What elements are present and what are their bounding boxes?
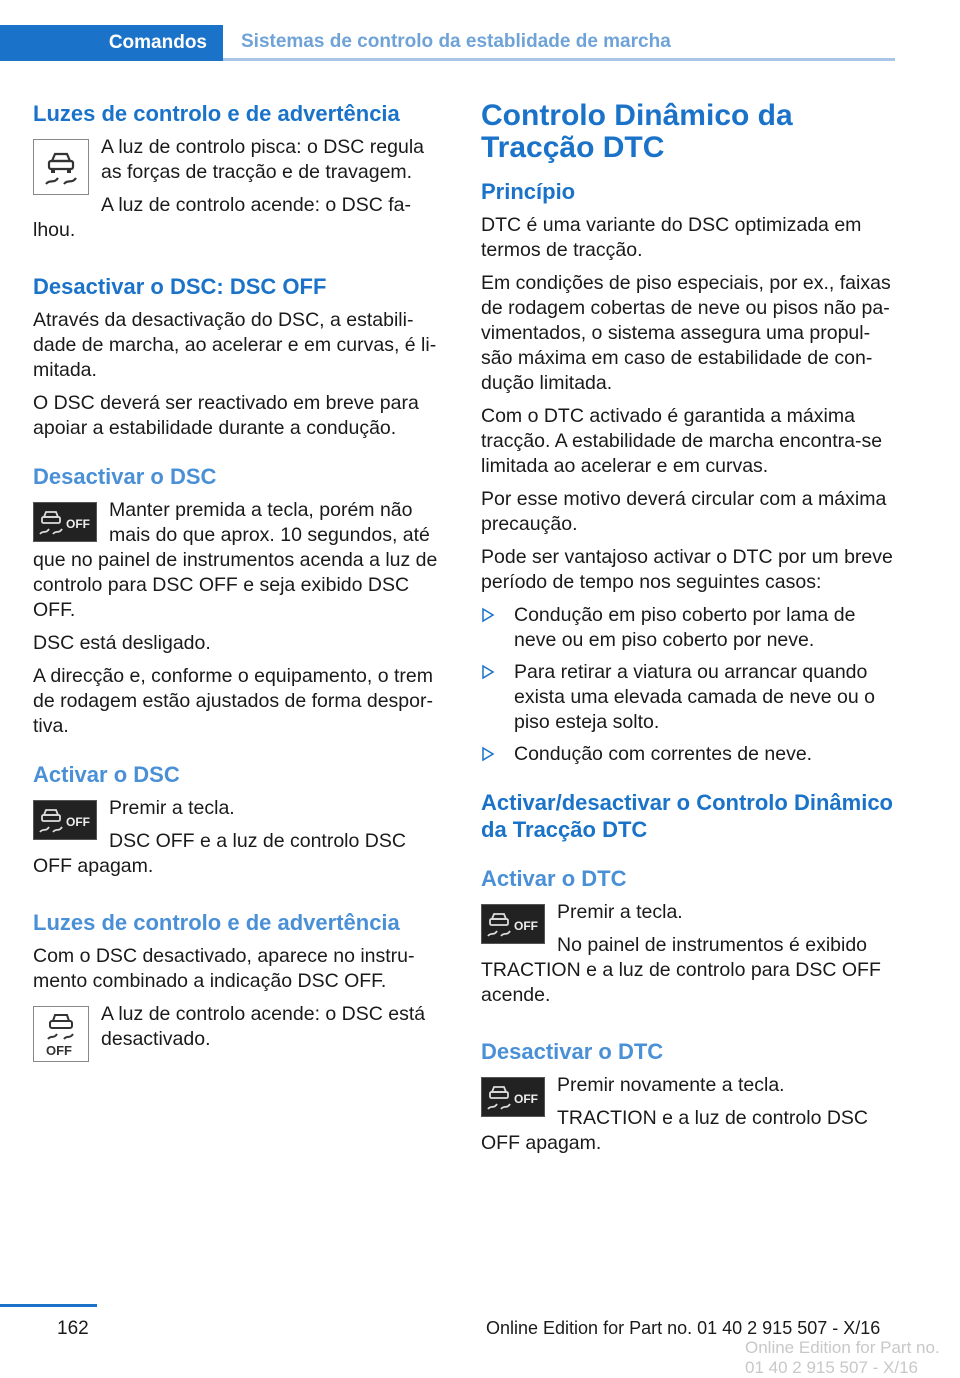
section-deactivate-dsc (33, 463, 445, 739)
paragraph: DTC é uma variante do DSC optimizada em termos de tracção. (481, 214, 862, 261)
heading: Princípio (481, 179, 576, 204)
section-activate-dsc (33, 761, 445, 887)
dsc-off-indicator-icon (33, 1006, 89, 1062)
off-label: OFF (514, 1092, 538, 1106)
section-warning-lights (33, 100, 445, 251)
list-item (481, 660, 893, 735)
list-item-text: Condução em piso coberto por lama de neve ou em piso coberto por neve. (514, 604, 856, 651)
dsc-skid-icon (33, 139, 89, 195)
off-label: OFF (66, 517, 90, 531)
watermark: Online Edition for Part no. 01 40 2 915 507 - X/16 (745, 1338, 940, 1377)
heading: Desactivar o DSC: DSC OFF (33, 274, 327, 299)
dsc-off-button-icon (481, 1077, 545, 1117)
left-column (33, 100, 445, 1066)
heading: Luzes de controlo e de advertência (33, 101, 400, 126)
page-number: 162 (57, 1318, 89, 1339)
heading: Desactivar o DTC (481, 1039, 664, 1064)
paragraph: A direcção e, conforme o equipamento, o trem de rodagem estão ajustados de forma desportiva. (33, 665, 433, 737)
section-dtc-toggle (481, 789, 893, 843)
paragraph: DSC OFF e a luz de controlo DSC OFF apagam. (33, 830, 406, 877)
heading: Desactivar o DSC (33, 464, 217, 489)
paragraph: DSC está desligado. (33, 632, 211, 654)
header-bar (0, 25, 895, 61)
list-item (481, 603, 893, 653)
triangle-bullet-icon (481, 746, 495, 762)
heading: Luzes de controlo e de advertência (33, 910, 400, 935)
edition-footer: Online Edition for Part no. 01 40 2 915 507 - X/16 (486, 1318, 881, 1338)
paragraph: Pode ser vantajoso activar o DTC por um breve período de tempo nos seguintes casos: (481, 546, 893, 593)
paragraph: Manter premida a tecla, porém não mais do que aprox. 10 segundos, até que no painel de instrumentos acenda a luz de controlo para DSC OFF e seja exibido DSC OFF. (33, 499, 438, 621)
paragraph: A luz de controlo pisca: o DSC regula as forças de tracção e de travagem. (101, 136, 425, 183)
paragraph: Em condições de piso especiais, por ex., faixas de rodagem cobertas de neve ou pisos não pavimentados, o sistema assegura uma propulsão máxima em caso de estabilidade de condução limitada. (481, 272, 891, 394)
dsc-off-button-icon (481, 904, 545, 944)
paragraph: O DSC deverá ser reactivado em breve para apoiar a estabilidade durante a condução. (33, 392, 419, 439)
bullet-list (481, 603, 893, 767)
off-label: OFF (66, 815, 90, 829)
list-item-text: Condução com correntes de neve. (514, 743, 813, 765)
paragraph: Com o DTC activado é garantida a máxima tracção. A estabilidade de marcha encontra-se limitada ao acelerar e em curvas. (481, 405, 883, 477)
section-activate-dtc (481, 865, 893, 1016)
paragraph: A luz de controlo acende: o DSC está desactivado. (101, 1003, 426, 1050)
list-item-text: Para retirar a viatura ou arrancar quando exista uma elevada camada de neve ou o piso esteja solto. (514, 661, 875, 733)
paragraph: Premir a tecla. (557, 901, 683, 923)
paragraph: A luz de controlo acende: o DSC falhou. (33, 194, 412, 241)
paragraph: Com o DSC desactivado, aparece no instrumento combinado a indicação DSC OFF. (33, 945, 415, 992)
dsc-off-button-icon (33, 502, 97, 542)
paragraph: TRACTION e a luz de controlo DSC OFF apagam. (481, 1107, 869, 1154)
subsection-title[interactable]: Sistemas de controlo da establidade de marcha (223, 25, 895, 61)
off-label: OFF (514, 919, 538, 933)
triangle-bullet-icon (481, 607, 495, 623)
chapter-title: Controlo Dinâmico da Tracção DTC (481, 99, 793, 164)
off-label: OFF (46, 1043, 72, 1058)
section-dsc-off (33, 273, 445, 441)
section-warning-lights-off (33, 909, 445, 1066)
page-number-rule (0, 1304, 97, 1307)
paragraph: Por esse motivo deverá circular com a máxima precaução. (481, 488, 887, 535)
paragraph: Premir a tecla. (109, 797, 235, 819)
section-tab[interactable]: Comandos (0, 25, 223, 61)
heading: Activar o DSC (33, 762, 180, 787)
heading: Activar/desactivar o Controlo Dinâmico da Tracção DTC (481, 790, 893, 842)
dsc-off-button-icon (33, 800, 97, 840)
paragraph: No painel de instrumentos é exibido TRACTION e a luz de controlo para DSC OFF acende. (481, 934, 881, 1006)
section-deactivate-dtc (481, 1038, 893, 1164)
triangle-bullet-icon (481, 664, 495, 680)
paragraph: Através da desactivação do DSC, a estabilidade de marcha, ao acelerar e em curvas, é limitada. (33, 309, 437, 381)
heading: Activar o DTC (481, 866, 627, 891)
section-principle (481, 178, 893, 767)
list-item (481, 742, 893, 767)
paragraph: Premir novamente a tecla. (557, 1074, 785, 1096)
right-column (481, 100, 893, 1164)
